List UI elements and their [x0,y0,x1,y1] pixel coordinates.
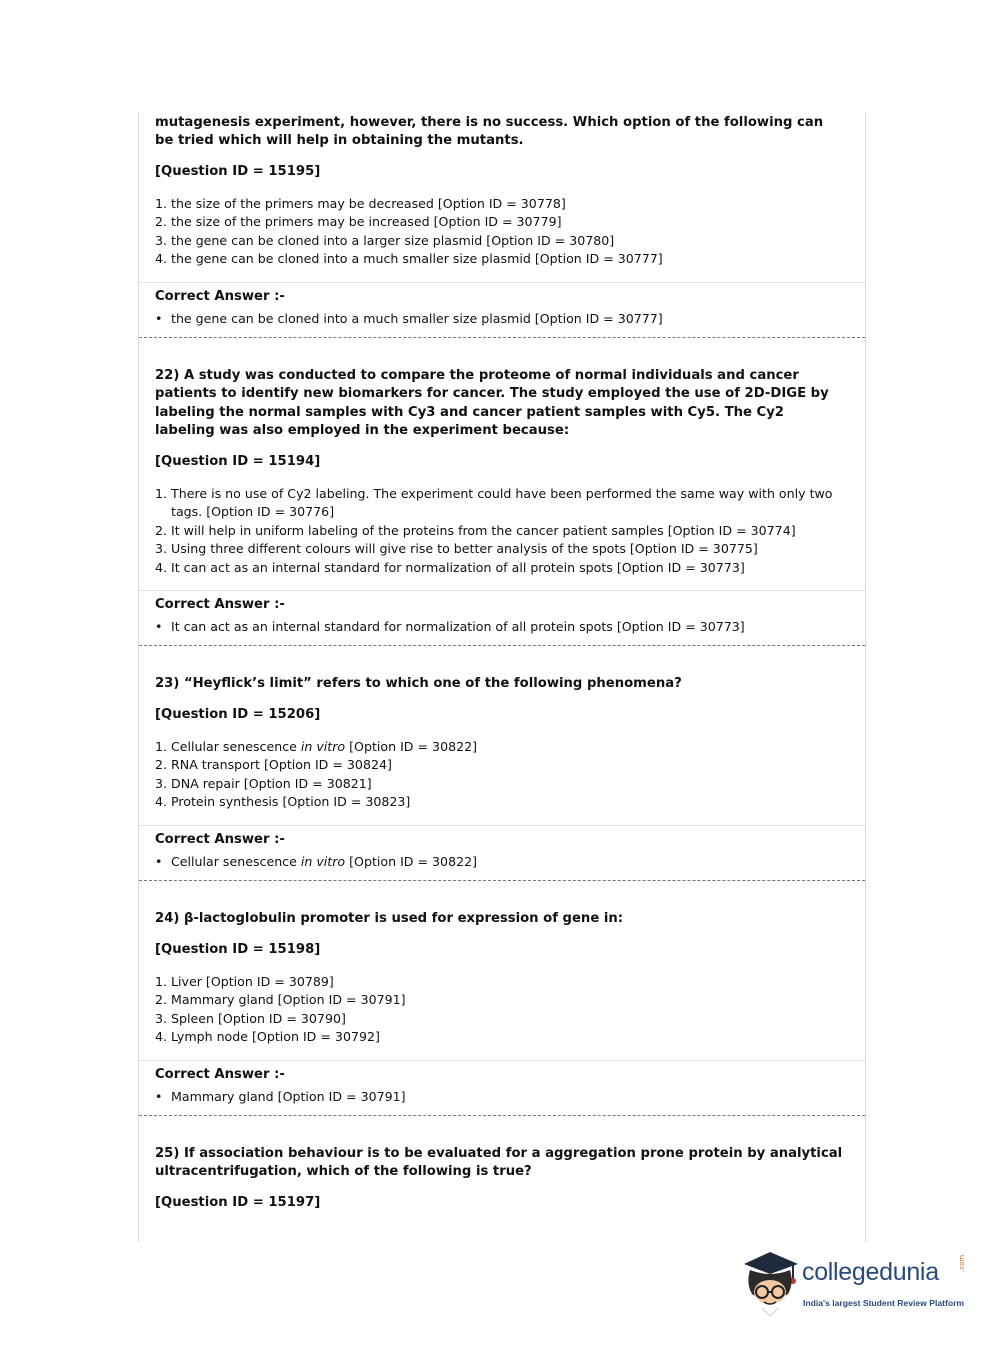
option: 4. the gene can be cloned into a much smaller size plasmid [Option ID = 30777] [155,251,663,267]
question-text: 24) β-lactoglobulin promoter is used for expression of gene in: [155,911,624,926]
question-paper-frame [138,112,866,1242]
options-list [155,485,835,577]
correct-answer-label: Correct Answer :- [155,1067,285,1082]
divider [139,282,865,283]
question-id: [Question ID = 15198] [155,942,321,957]
mascot-graduate-icon [740,1250,802,1320]
question-text: 23) “Heyflick’s limit” refers to which one of the following phenomena? [155,676,682,691]
options-list [155,738,835,812]
option: 3. Using three different colours will give rise to better analysis of the spots [Option ID = 30775] [155,541,758,557]
correct-answer-label: Correct Answer :- [155,289,285,304]
divider [139,825,865,826]
option: 3. Spleen [Option ID = 30790] [155,1010,346,1026]
divider [139,1060,865,1061]
option: 1. There is no use of Cy2 labeling. The experiment could have been performed the same way with only two tags. [Option ID = 30776] [155,486,833,520]
option: 3. DNA repair [Option ID = 30821] [155,775,372,791]
question-separator [139,1115,865,1116]
option: 1. Liver [Option ID = 30789] [155,974,334,989]
logo-wordmark: collegedunia [802,1258,939,1286]
question-text: 22) A study was conducted to compare the proteome of normal individuals and cancer patients to identify new biomarkers for cancer. The study employed the use of 2D-DIGE by labeling the normal samples with Cy3 and cancer patient samples with Cy5. The Cy2 labeling was also employed in the experiment because: [155,368,829,439]
question-id: [Question ID = 15197] [155,1195,321,1210]
options-list [155,195,835,269]
question-text: 25) If association behaviour is to be evaluated for a aggregation prone protein by analytical ultracentrifugation, which of the following is true? [155,1146,843,1180]
question-id: [Question ID = 15195] [155,164,321,179]
question-separator [139,880,865,881]
logo-suffix: .com [958,1254,966,1272]
options-list [155,973,835,1047]
option: 4. Lymph node [Option ID = 30792] [155,1029,380,1045]
option: 1. the size of the primers may be decreased [Option ID = 30778] [155,196,566,211]
option: 2. Mammary gland [Option ID = 30791] [155,992,406,1008]
option: 3. the gene can be cloned into a larger size plasmid [Option ID = 30780] [155,232,615,248]
correct-answer: • the gene can be cloned into a much smaller size plasmid [Option ID = 30777] [155,311,663,326]
option: 4. Protein synthesis [Option ID = 30823] [155,794,411,810]
question-separator [139,337,865,338]
divider [139,590,865,591]
option: 2. the size of the primers may be increased [Option ID = 30779] [155,214,562,230]
correct-answer: • Mammary gland [Option ID = 30791] [155,1089,406,1104]
question-id: [Question ID = 15206] [155,707,321,722]
correct-answer-label: Correct Answer :- [155,597,285,612]
correct-answer-label: Correct Answer :- [155,832,285,847]
option: 4. It can act as an internal standard for normalization of all protein spots [Option ID = 30773] [155,559,745,575]
bullet: • [155,619,163,634]
question-id: [Question ID = 15194] [155,454,321,469]
collegedunia-logo [740,1250,970,1320]
correct-answer: • Cellular senescence in vitro [Option ID = 30822] [155,854,478,869]
option: 1. Cellular senescence in vitro [Option ID = 30822] [155,739,478,754]
logo-tagline: India's largest Student Review Platform [803,1298,965,1308]
bullet: • [155,311,163,326]
question-text: mutagenesis experiment, however, there is no success. Which option of the following can be tried which will help in obtaining the mutants. [155,115,824,149]
correct-answer: • It can act as an internal standard for normalization of all protein spots [Option ID = 30773] [155,619,745,634]
bullet: • [155,1089,163,1104]
bullet: • [155,854,163,869]
question-separator [139,645,865,646]
option: 2. It will help in uniform labeling of the proteins from the cancer patient samples [Option ID = 30774] [155,522,796,538]
option: 2. RNA transport [Option ID = 30824] [155,757,392,773]
